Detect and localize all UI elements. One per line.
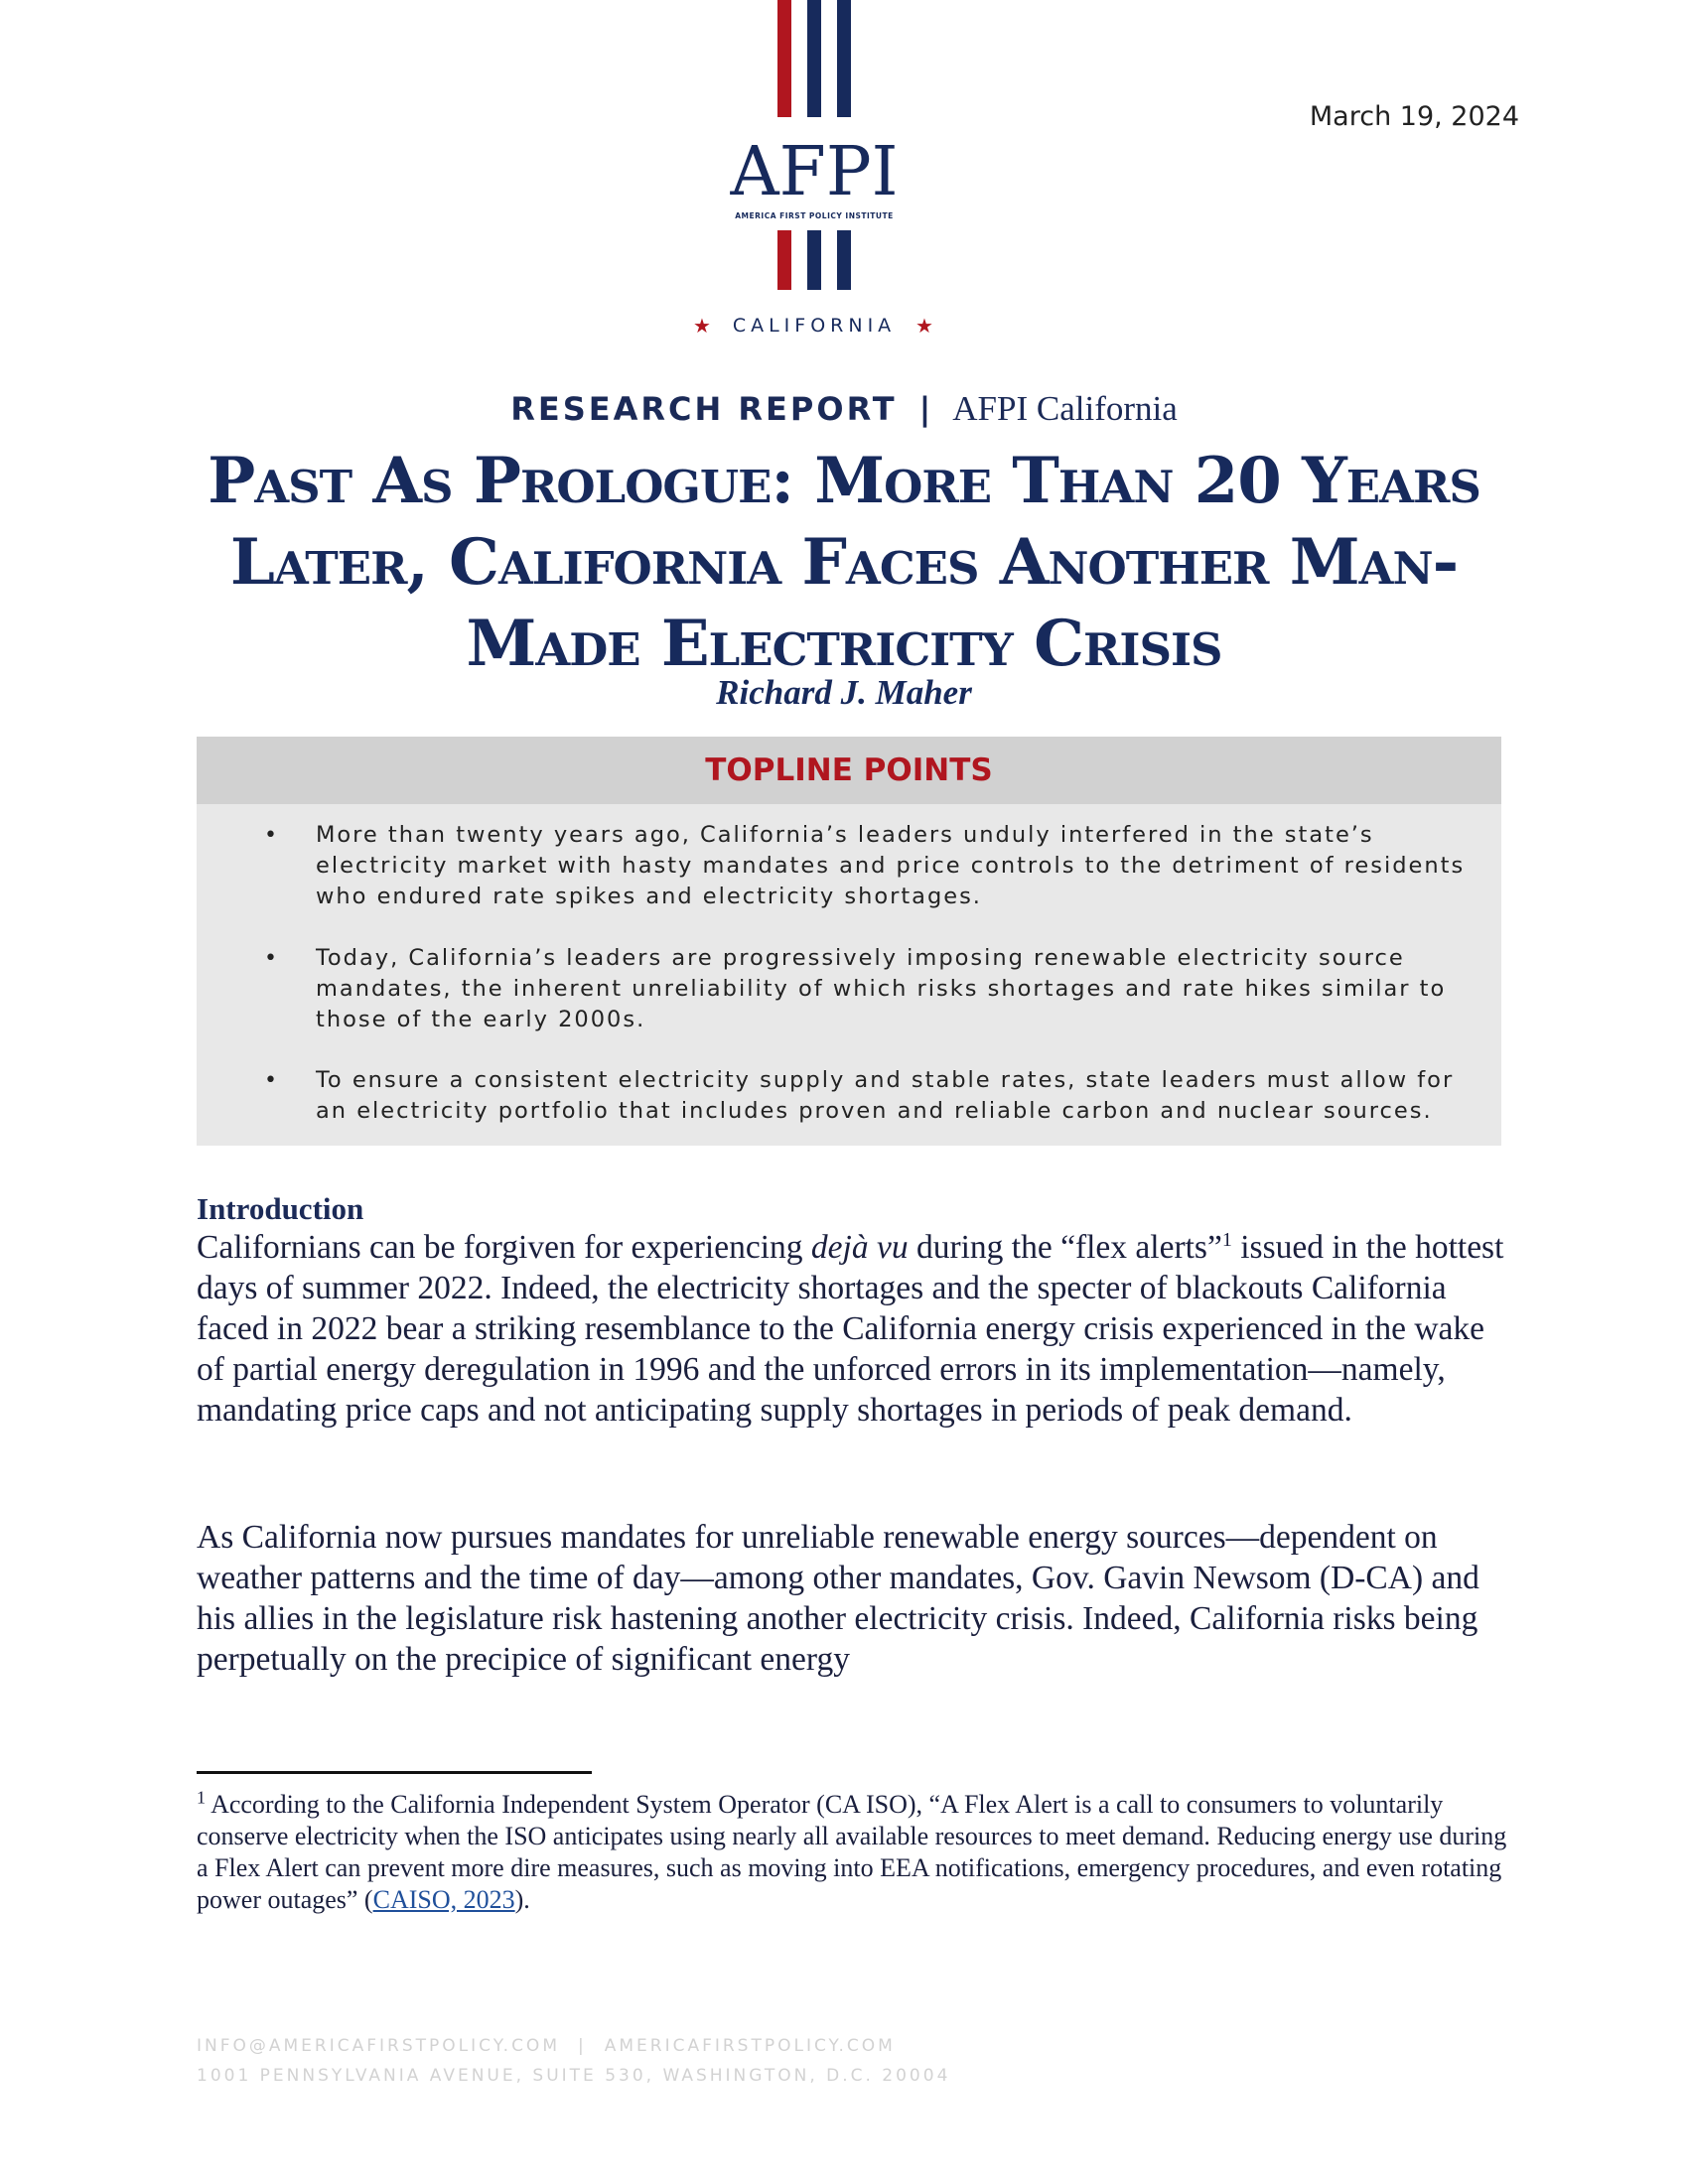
footnote: [197, 1789, 1507, 1916]
topline-point-text: Today, California’s leaders are progressively imposing renewable electricity source mandates, the inherent unreliability of which risks shortages and rate hikes similar to those of the early 2000s.: [316, 945, 1447, 1032]
header-separator: |: [918, 390, 931, 428]
logo-region: CALIFORNIA: [732, 315, 897, 337]
topline-point-text: More than twenty years ago, California’s leaders unduly interfered in the state’s electricity market with hasty mandates and price controls to the detriment of residents who endured rate spikes and electricity shortages.: [316, 822, 1466, 909]
star-icon: ★: [693, 314, 711, 338]
footer-website[interactable]: AMERICAFIRSTPOLICY.COM: [604, 2036, 896, 2056]
report-title: Past As Prologue: More Than 20 Years Later, California Faces Another Man-Made Electricity Crisis: [208, 444, 1480, 681]
afpi-logo: [695, 0, 933, 338]
report-header: [0, 389, 1688, 429]
topline-point: [264, 1065, 1487, 1127]
logo-name: AFPI: [730, 133, 899, 211]
report-author: Richard J. Maher: [716, 673, 972, 712]
paragraph-text: Californians can be forgiven for experiencing: [197, 1229, 811, 1266]
logo-graphic: [695, 0, 933, 338]
bullet-icon: •: [264, 1068, 279, 1093]
topline-point: [264, 943, 1487, 1035]
emphasis-text: dejà vu: [810, 1229, 909, 1266]
footer-contact: [197, 2031, 950, 2061]
topline-point-text: To ensure a consistent electricity supply and stable rates, state leaders must allow for an electricity portfolio that includes proven and reliable carbon and nuclear sources.: [316, 1067, 1455, 1124]
report-type-label: RESEARCH REPORT: [510, 390, 898, 428]
paragraph-text: issued in the hottest days of summer 2022. Indeed, the electricity shortages and the specter of blackouts California faced in 2022 bear a striking resemblance to the California energy crisis experienced in the wake of partial energy deregulation in 1996 and the unforced errors in its implementation—namely, mandating price caps and not anticipating supply shortages in periods of peak demand.: [197, 1229, 1504, 1429]
logo-tagline: AMERICA FIRST POLICY INSTITUTE: [735, 211, 894, 220]
report-org: AFPI California: [952, 389, 1178, 428]
footnote-link[interactable]: CAISO, 2023: [372, 1885, 515, 1914]
intro-paragraph-1: [197, 1227, 1507, 1431]
paragraph-text: during the “flex alerts”: [908, 1229, 1222, 1266]
topline-point: [264, 820, 1487, 912]
report-date: March 19, 2024: [1309, 101, 1519, 132]
intro-heading: Introduction: [197, 1191, 364, 1226]
footer-separator: |: [577, 2036, 587, 2056]
footnote-divider: [197, 1771, 592, 1774]
footer-email[interactable]: INFO@AMERICAFIRSTPOLICY.COM: [197, 2036, 560, 2056]
page-footer: [197, 2031, 950, 2091]
footer-address: 1001 PENNSYLVANIA AVENUE, SUITE 530, WASHINGTON, D.C. 20004: [197, 2066, 951, 2086]
star-icon: ★: [915, 314, 933, 338]
footnote-number: 1: [197, 1787, 206, 1808]
topline-box: [197, 737, 1501, 1146]
footnote-end: ).: [514, 1885, 530, 1914]
footnote-ref[interactable]: 1: [1221, 1228, 1232, 1251]
bullet-icon: •: [264, 946, 279, 971]
bullet-icon: •: [264, 823, 279, 848]
footnote-text: According to the California Independent System Operator (CA ISO), “A Flex Alert is a call to consumers to voluntarily conserve electricity when the ISO anticipates using nearly all available resources to meet demand. Reducing energy use during a Flex Alert can prevent more dire measures, such as moving into EEA notifications, emergency procedures, and even rotating power outages” (: [197, 1790, 1507, 1914]
intro-paragraph-2: As California now pursues mandates for unreliable renewable energy sources—dependent on weather patterns and the time of day—among other mandates, Gov. Gavin Newsom (D-CA) and his allies in the legislature risk hastening another electricity crisis. Indeed, California risks being perpetually on the precipice of significant energy: [197, 1519, 1479, 1678]
topline-heading: TOPLINE POINTS: [197, 737, 1501, 804]
